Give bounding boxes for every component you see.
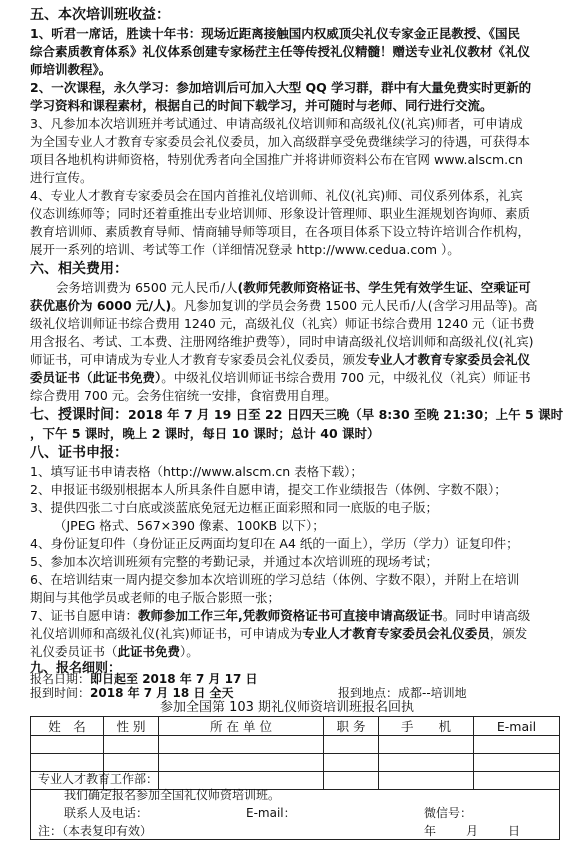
- form-cell[interactable]: [104, 754, 159, 772]
- section-five-heading: 五、本次培训班收益：: [30, 7, 170, 23]
- footer-date-year: 年: [424, 824, 437, 838]
- form-cell[interactable]: [324, 736, 379, 754]
- benefit-3-line-1: 3、凡参加本次培训班并考试通过、申请高级礼仪培训师和高级礼仪(礼宾)师者，可申请成: [30, 116, 523, 131]
- footer-contact-label: 联系人及电话：: [64, 806, 149, 820]
- form-header-row: [31, 717, 560, 736]
- cert-item-4: 4、身份证复印件（身份证正反两面均复印在 A4 纸的一面上），学历（学力）证复印件；: [30, 536, 519, 551]
- benefit-1-line-1: 1、听君一席话，胜读十年书：现场近距离接触国内权威顶尖礼仪专家金正昆教授、《国民: [30, 26, 520, 41]
- fees-discount-price: 获优惠价为 6000 元/人): [30, 298, 172, 313]
- benefit-4-line-1: 4、专业人才教育专家委员会在国内首推礼仪培训师、礼仪(礼宾)师、司仪系列体系，礼宾: [30, 188, 523, 203]
- form-row[interactable]: [31, 754, 560, 772]
- footer-note: 注：（本表复印有效）: [38, 824, 153, 838]
- benefit-4-line-4: 展开一系列的培训、考试等工作（详细情况登录 http://www.cedua.com ）。: [30, 242, 460, 257]
- fees-free-cert: 委员证书（此证书免费）: [30, 370, 162, 385]
- schedule-detail-1: 2018 年 7 月 19 日至 22 日四天三晚（早 8:30 至晚 21:30；上午 5 课时: [128, 407, 564, 422]
- fees-discount-note: (教师凭教师资格证书、学生凭有效学生证、空乘证可: [237, 280, 531, 295]
- fees-committee: 专业人才教育专家委员会礼仪: [367, 352, 531, 367]
- registration-date-value: 即日起至 2018 年 7 月 17 日: [90, 672, 258, 686]
- cert-item-7-line-2: [30, 625, 527, 642]
- arrival-place-label: 报到地点：: [338, 686, 399, 700]
- cert-item-1: 1、填写证书申请表格（http://www.alscm.cn 表格下载）；: [30, 464, 363, 479]
- schedule-line-2: ，下午 5 课时，晚上 2 课时，每日 10 课时；总计 40 课时）: [30, 426, 380, 441]
- cert-item-3-line-1: 3、提供四张二寸白底或淡蓝底免冠无边框正面彩照和同一底版的电子版；: [30, 500, 438, 515]
- cert-7-tail: 。同时申请高级: [442, 608, 531, 623]
- cert-7-apply: 礼仪培训师和高级礼仪(礼宾)师证书，可申请成为: [30, 626, 303, 641]
- cert-7-teacher-rule: 教师参加工作三年,凭教师资格证书可直接申请高级证书: [137, 608, 443, 623]
- benefit-3-line-3: 项目各地机构讲师资格，特别优秀者向全国推广并将讲师资料公布在官网 www.alscm.cn: [30, 152, 523, 167]
- cert-7-label: 7、证书自愿申请：: [30, 608, 138, 623]
- cert-item-5: 5、参加本次培训班须有完整的考勤记录，并通过本次培训班的现场考试；: [30, 554, 438, 569]
- form-title: 参加全国第 103 期礼仪师资培训班报名回执: [159, 700, 415, 715]
- form-cell[interactable]: [474, 772, 560, 790]
- arrival-time: [30, 686, 234, 701]
- header-gender: 性 别: [104, 717, 159, 736]
- schedule-line-1: [30, 406, 563, 424]
- form-cell[interactable]: [104, 736, 159, 754]
- fees-intermediate: 。中级礼仪培训师证书综合费用 700 元，中级礼仪（礼宾）师证书: [161, 370, 531, 385]
- benefit-3-line-4: 进行宣传。: [30, 170, 93, 185]
- benefit-3-line-2: 为全国专业人才教育专家委员会礼仪委员，加入高级群享受免费继续学习的待遇，可获得本: [30, 134, 531, 149]
- fees-standard: 会务培训费为 6500 元人民币/人: [56, 280, 238, 295]
- cert-7-free: 此证书免费: [117, 644, 181, 659]
- registration-date-label: 报名日期：: [30, 672, 91, 686]
- footer-wechat-label: 微信号：: [424, 806, 473, 820]
- benefit-2-line-2: 学习资料和课程素材，根据自己的时间下载学习，并可随时与老师、同行进行交流。: [30, 98, 493, 113]
- form-cell[interactable]: [159, 736, 324, 754]
- cert-7-issue: ，颁发: [489, 626, 528, 641]
- form-cell[interactable]: [324, 772, 379, 790]
- arrival-place-value: 成都--培训地: [398, 686, 467, 700]
- form-cell[interactable]: [379, 736, 474, 754]
- fees-line-4: 用含报名、考试、工本费、注册网络维护费等），同时申请高级礼仪培训师和高级礼仪(礼宾): [30, 334, 534, 349]
- header-mobile: 手 机: [379, 717, 474, 736]
- section-nine-heading: 九、报名细则：: [30, 661, 122, 676]
- form-cell[interactable]: [379, 754, 474, 772]
- form-cell[interactable]: [324, 754, 379, 772]
- section-seven-heading: 七、授课时间：: [30, 407, 128, 423]
- benefit-2-line-1: 2、一次课程，永久学习：参加培训后可加入大型 QQ 学习群，群中有大量免费实时更新的: [30, 80, 532, 95]
- cert-7-cert: 礼仪委员证书（: [30, 644, 118, 659]
- header-position: 职 务: [324, 717, 379, 736]
- fees-apply: 师证书，可申请成为专业人才教育专家委员会礼仪委员，颁发: [30, 352, 368, 367]
- fees-refresher: 。凡参加复训的学员会务费 1500 元人民币/人(含学习用品等)。高: [171, 298, 538, 313]
- form-cell[interactable]: [159, 754, 324, 772]
- footer-date-month: 月: [466, 824, 479, 838]
- benefit-4-line-2: 仪态训练师等；同时还着重推出专业培训师、形象设计管理师、职业生涯规划咨询师、素质: [30, 206, 531, 221]
- fees-line-2: [30, 297, 538, 314]
- arrival-time-value: 2018 年 7 月 18 日 全天: [90, 686, 234, 700]
- form-cell[interactable]: [159, 772, 324, 790]
- arrival-place: [338, 686, 467, 701]
- cert-7-end: ）。: [180, 644, 199, 659]
- fees-line-7: 综合费用 700 元。会务住宿统一安排，食宿费用自理。: [30, 388, 337, 403]
- benefit-1-line-3: 师培训教程》。: [30, 62, 112, 77]
- footer-org: 专业人才教育工作部：: [38, 772, 159, 786]
- cert-item-7-line-1: [30, 607, 530, 624]
- section-eight-heading: 八、证书申报：: [30, 445, 128, 461]
- form-row[interactable]: [31, 736, 560, 754]
- cert-item-6-line-1: 6、在培训结束一周内提交参加本次培训班的学习总结（体例、字数不限），并附上在培训: [30, 572, 520, 587]
- form-cell[interactable]: [31, 736, 104, 754]
- header-email: E-mail: [474, 717, 560, 736]
- fees-line-5: [30, 351, 530, 368]
- header-unit: 所 在 单 位: [159, 717, 324, 736]
- form-cell[interactable]: [474, 736, 560, 754]
- form-cell[interactable]: [379, 772, 474, 790]
- form-cell[interactable]: [31, 754, 104, 772]
- fees-line-6: [30, 369, 531, 386]
- cert-item-7-line-3: [30, 643, 199, 660]
- cert-item-3-line-2: （JPEG 格式、567×390 像素、100KB 以下）；: [54, 518, 325, 533]
- cert-item-2: 2、申报证书级别根据本人所具条件自愿申请，提交工作业绩报告（体例、字数不限）；: [30, 482, 507, 497]
- benefit-4-line-3: 教育培训师、素质教育导师、情商辅导师等项目，在各项目体系下设立特许培训合作机构，: [30, 224, 531, 239]
- cert-7-committee: 专业人才教育专家委员会礼仪委员: [302, 626, 490, 641]
- registration-date: [30, 672, 258, 687]
- cert-item-6-line-2: 期间与其他学员或老师的电子版合影照一张；: [30, 590, 281, 605]
- footer-email-label: E-mail：: [246, 806, 296, 820]
- benefit-1-line-2: 综合素质教育体系》礼仪体系创建专家杨茳主任等传授礼仪精髓！赠送专业礼仪教材《礼仪: [30, 44, 531, 59]
- section-six-heading: 六、相关费用：: [30, 261, 128, 277]
- footer-confirm: 我们确定报名参加全国礼仪师资培训班。: [64, 788, 281, 802]
- footer-date-day: 日: [508, 824, 521, 838]
- fees-line-1: [56, 279, 531, 296]
- fees-line-3: 级礼仪培训师证书综合费用 1240 元，高级礼仪（礼宾）师证书综合费用 1240 元（证书费: [30, 316, 535, 331]
- form-cell[interactable]: [474, 754, 560, 772]
- arrival-time-label: 报到时间：: [30, 686, 91, 700]
- header-name: 姓 名: [31, 717, 104, 736]
